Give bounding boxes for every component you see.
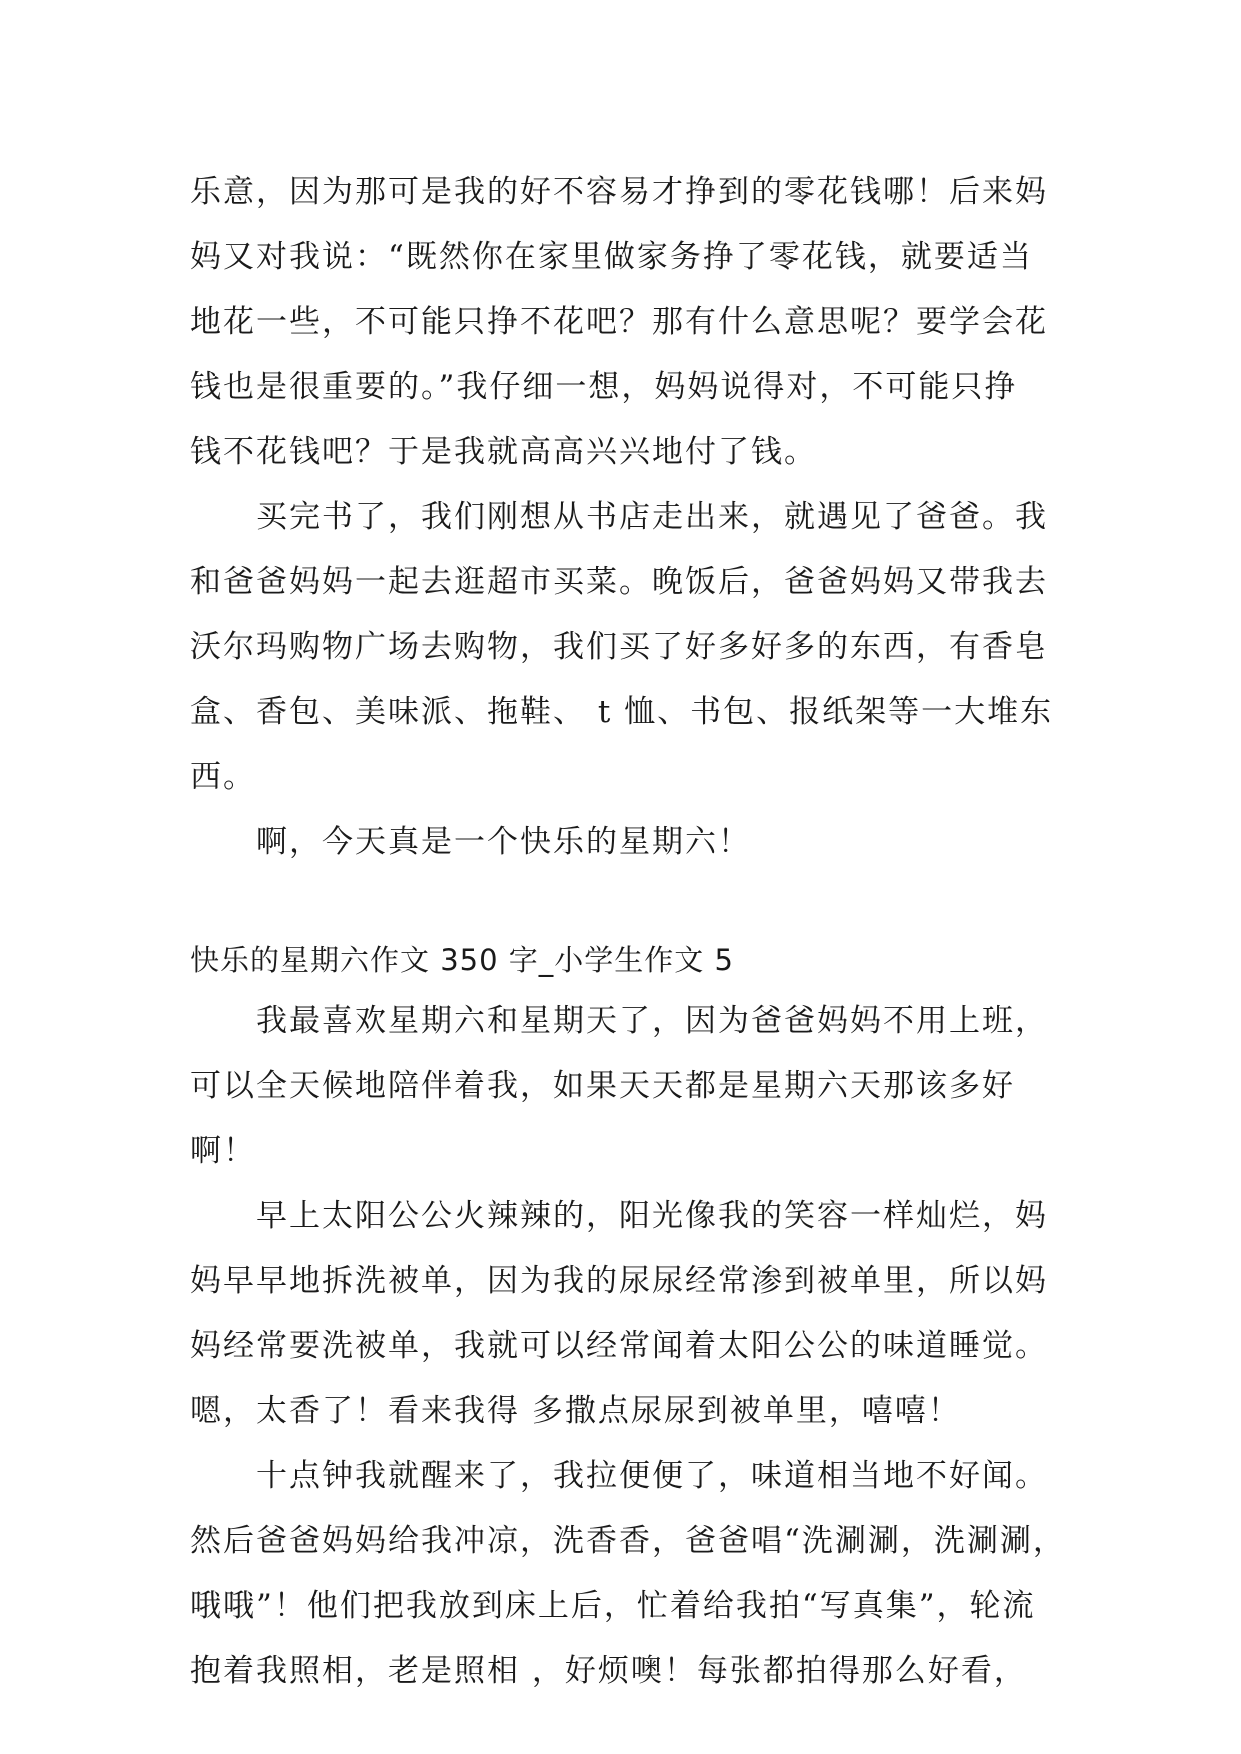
text-line: 啊，今天真是一个快乐的星期六！ bbox=[256, 824, 751, 860]
paragraph bbox=[190, 160, 1070, 485]
paragraph bbox=[190, 1444, 1070, 1704]
text-line: 啊！ bbox=[190, 1133, 256, 1169]
text-line: 十点钟我就醒来了，我拉便便了，味道相当地不好闻。 bbox=[256, 1458, 1048, 1494]
text-line: 可以全天候地陪伴着我，如果天天都是星期六天那该多好 bbox=[190, 1068, 1015, 1104]
text-line: 钱也是很重要的。”我仔细一想，妈妈说得对，不可能只挣 bbox=[190, 369, 1018, 405]
section-title: 快乐的星期六作文 350 字_小学生作文 5 bbox=[190, 943, 734, 977]
paragraph bbox=[190, 989, 1070, 1184]
text-line: 盒、香包、美味派、拖鞋、 t 恤、书包、报纸架等一大堆东 bbox=[190, 694, 1054, 730]
text-line: 乐意，因为那可是我的好不容易才挣到的零花钱哪！后来妈 bbox=[190, 174, 1048, 210]
text-line: 哦哦”！他们把我放到床上后，忙着给我拍“写真集”，轮流 bbox=[190, 1588, 1036, 1624]
text-line: 抱着我照相，老是照相 ，好烦噢！每张都拍得那么好看， bbox=[190, 1653, 1027, 1689]
paragraph bbox=[190, 1184, 1070, 1444]
text-line: 妈早早地拆洗被单，因为我的尿尿经常渗到被单里，所以妈 bbox=[190, 1263, 1048, 1299]
text-line: 我最喜欢星期六和星期天了，因为爸爸妈妈不用上班， bbox=[256, 1003, 1048, 1039]
text-line: 西。 bbox=[190, 759, 256, 795]
text-line: 和爸爸妈妈一起去逛超市买菜。晚饭后，爸爸妈妈又带我去 bbox=[190, 564, 1048, 600]
text-line: 买完书了，我们刚想从书店走出来，就遇见了爸爸。我 bbox=[256, 499, 1048, 535]
document-body bbox=[190, 160, 1070, 1704]
text-line: 早上太阳公公火辣辣的，阳光像我的笑容一样灿烂，妈 bbox=[256, 1198, 1048, 1234]
text-line: 钱不花钱吧？于是我就高高兴兴地付了钱。 bbox=[190, 434, 817, 470]
text-line: 妈又对我说：“既然你在家里做家务挣了零花钱，就要适当 bbox=[190, 239, 1033, 275]
section-gap bbox=[190, 875, 1070, 932]
paragraph bbox=[190, 485, 1070, 810]
text-line: 嗯，太香了！看来我得 多撒点尿尿到被单里，嘻嘻！ bbox=[190, 1393, 961, 1429]
text-line: 然后爸爸妈妈给我冲凉，洗香香，爸爸唱“洗涮涮，洗涮涮， bbox=[190, 1523, 1066, 1559]
text-line: 地花一些，不可能只挣不花吧？那有什么意思呢？要学会花 bbox=[190, 304, 1048, 340]
text-line: 沃尔玛购物广场去购物，我们买了好多好多的东西，有香皂 bbox=[190, 629, 1048, 665]
paragraph bbox=[190, 810, 1070, 875]
text-line: 妈经常要洗被单，我就可以经常闻着太阳公公的味道睡觉。 bbox=[190, 1328, 1048, 1364]
